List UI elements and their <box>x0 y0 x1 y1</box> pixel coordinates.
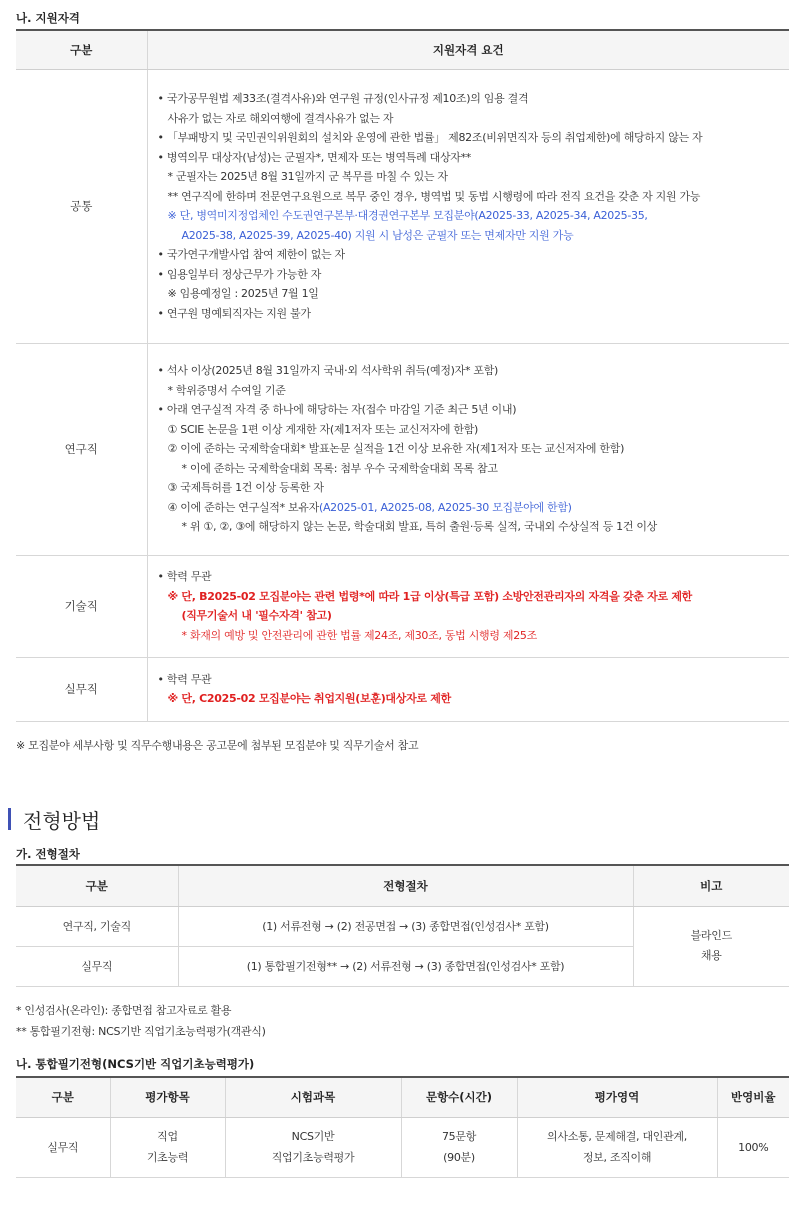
qual-category: 실무직 <box>16 657 147 721</box>
requirement-line: * 학위증명서 수여일 기준 <box>167 383 286 397</box>
exam-col-subject: 시험과목 <box>225 1077 401 1117</box>
requirement-line: • 「부패방지 및 국민권익위원회의 설치와 운영에 관한 법률」 제82조(비위면직자 등의 취업제한)에 해당하지 않는 자 <box>157 131 703 144</box>
requirement-line: ※ 단, B2025-02 모집분야는 관련 법령*에 따라 1급 이상(특급 포함) 소방안전관리자의 자격을 갖춘 자로 제한 <box>167 589 692 603</box>
procedure-footnote-2: ** 통합필기전형: NCS기반 직업기초능력평가(객관식) <box>16 1025 266 1038</box>
requirement-line: ② 이에 준하는 국제학술대회* 발표논문 실적을 1건 이상 보유한 자(제1저자 또는 교신저자에 한함) <box>167 442 625 456</box>
requirement-line: ① SCIE 논문을 1편 이상 게재한 자(제1저자 또는 교신저자에 한함) <box>167 422 479 436</box>
proc-row-steps: (1) 통합필기전형** → (2) 서류전형 → (3) 종합면접(인성검사* 포함) <box>178 946 633 986</box>
requirement-line: ※ 임용예정일 : 2025년 7월 1일 <box>167 287 319 300</box>
exam-table <box>16 1076 789 1178</box>
qual-category: 연구직 <box>16 343 147 555</box>
exam-subtitle: 나. 통합필기전형(NCS기반 직업기초능력평가) <box>16 1057 255 1071</box>
qual-col-category: 구분 <box>16 30 147 69</box>
table-row <box>16 657 789 721</box>
exam-col-area: 평가영역 <box>517 1077 717 1117</box>
qual-requirements <box>147 343 789 555</box>
exam-questions-line: (90분) <box>443 1151 475 1164</box>
remarks-line: 채용 <box>700 949 722 962</box>
requirement-line: 사유가 없는 자로 해외여행에 결격사유가 없는 자 <box>167 111 394 125</box>
requirement-line: (직무기술서 내 '필수자격' 참고) <box>181 609 332 622</box>
requirement-line: * 화재의 예방 및 안전관리에 관한 법률 제24조, 제30조, 동법 시행령 제25조 <box>181 628 537 642</box>
requirement-line: • 학력 무관 <box>157 672 212 686</box>
exam-item-line: 기초능력 <box>146 1151 189 1164</box>
exam-category: 실무직 <box>16 1117 110 1177</box>
requirement-line: ③ 국제특허를 1건 이상 등록한 자 <box>167 481 324 495</box>
requirement-line: * 이에 준하는 국제학술대회 목록: 첨부 우수 국제학술대회 목록 참고 <box>181 461 498 475</box>
proc-col-category: 구분 <box>16 865 178 906</box>
qualification-footnote: ※ 모집분야 세부사항 및 직무수행내용은 공고문에 첨부된 모집분야 및 직무기술서 참고 <box>16 739 419 752</box>
requirement-line: • 석사 이상(2025년 8월 31일까지 국내·외 석사학위 취득(예정)자* 포함) <box>157 364 499 378</box>
requirement-line: * 위 ①, ②, ③에 해당하지 않는 논문, 학술대회 발표, 특허 출원·등록 실적, 국내외 수상실적 등 1건 이상 <box>181 520 658 534</box>
exam-area <box>517 1117 717 1177</box>
exam-col-ratio: 반영비율 <box>717 1077 789 1117</box>
proc-col-remarks: 비고 <box>633 865 789 906</box>
proc-row-category: 연구직, 기술직 <box>16 906 178 946</box>
exam-questions-line: 75문항 <box>441 1130 477 1143</box>
proc-row-category: 실무직 <box>16 946 178 986</box>
table-row <box>16 906 789 946</box>
exam-subject-line: NCS기반 <box>291 1130 335 1143</box>
requirement-line: • 국가연구개발사업 참여 제한이 없는 자 <box>157 248 345 261</box>
heading-accent-bar <box>8 808 11 830</box>
procedure-table <box>16 864 789 987</box>
requirement-line: A2025-38, A2025-39, A2025-40) 지원 시 남성은 군필자 또는 면제자만 지원 가능 <box>181 228 574 242</box>
exam-col-category: 구분 <box>16 1077 110 1117</box>
requirement-line: • 병역의무 대상자(남성)는 군필자*, 면제자 또는 병역특례 대상자** <box>157 150 471 164</box>
qual-requirements <box>147 657 789 721</box>
requirement-line: • 연구원 명예퇴직자는 지원 불가 <box>157 306 311 320</box>
qual-requirements <box>147 69 789 343</box>
exam-col-questions: 문항수(시간) <box>401 1077 517 1117</box>
qual-col-requirements: 지원자격 요건 <box>147 30 789 69</box>
exam-area-line: 의사소통, 문제해결, 대인관계, <box>547 1130 687 1143</box>
table-row <box>16 1117 789 1177</box>
exam-col-item: 평가항목 <box>110 1077 225 1117</box>
exam-item <box>110 1117 225 1177</box>
proc-remarks <box>633 906 789 986</box>
procedure-subtitle: 가. 전형절차 <box>16 847 80 861</box>
proc-row-steps: (1) 서류전형 → (2) 전공면접 → (3) 종합면접(인성검사* 포함) <box>178 906 633 946</box>
exam-questions <box>401 1117 517 1177</box>
remarks-line: 블라인드 <box>690 929 732 942</box>
requirement-line <box>158 498 790 518</box>
requirement-text: ④ 이에 준하는 연구실적* 보유자 <box>167 500 319 514</box>
procedure-footnote-1: * 인성검사(온라인): 종합면접 참고자료로 활용 <box>16 1004 232 1017</box>
table-row <box>16 343 789 555</box>
exam-subject <box>225 1117 401 1177</box>
section-title: 전형방법 <box>23 808 101 833</box>
requirement-line: • 아래 연구실적 자격 중 하나에 해당하는 자(접수 마감일 기준 최근 5년 이내) <box>157 403 517 417</box>
table-row <box>16 69 789 343</box>
section-heading <box>8 806 100 832</box>
qual-category: 공통 <box>16 69 147 343</box>
qualification-table <box>16 29 789 722</box>
proc-col-procedure: 전형절차 <box>178 865 633 906</box>
requirement-line: * 군필자는 2025년 8월 31일까지 군 복무를 마칠 수 있는 자 <box>167 170 448 183</box>
exam-area-line: 정보, 조직이해 <box>582 1151 652 1164</box>
qual-category: 기술직 <box>16 555 147 657</box>
qual-requirements <box>147 555 789 657</box>
requirement-line: • 임용일부터 정상근무가 가능한 자 <box>157 267 322 281</box>
requirement-line: • 학력 무관 <box>157 570 212 583</box>
requirement-highlight: (A2025-01, A2025-08, A2025-30 모집분야에 한함) <box>318 500 572 514</box>
exam-subject-line: 직업기초능력평가 <box>271 1151 355 1164</box>
exam-ratio: 100% <box>717 1117 789 1177</box>
requirement-line: ** 연구직에 한하며 전문연구요원으로 복무 중인 경우, 병역법 및 동법 시행령에 따라 전직 요건을 갖춘 자 지원 가능 <box>167 189 701 203</box>
exam-item-line: 직업 <box>157 1130 178 1143</box>
requirement-line: ※ 단, C2025-02 모집분야는 취업지원(보훈)대상자로 제한 <box>167 692 451 705</box>
requirement-line: ※ 단, 병역미지정업체인 수도권연구본부·대경권연구본부 모집분야(A2025-33, A2025-34, A2025-35, <box>167 209 648 222</box>
requirement-line: • 국가공무원법 제33조(결격사유)와 연구원 규정(인사규정 제10조)의 임용 결격 <box>157 92 529 105</box>
qualification-subtitle: 나. 지원자격 <box>16 11 80 25</box>
table-row <box>16 555 789 657</box>
